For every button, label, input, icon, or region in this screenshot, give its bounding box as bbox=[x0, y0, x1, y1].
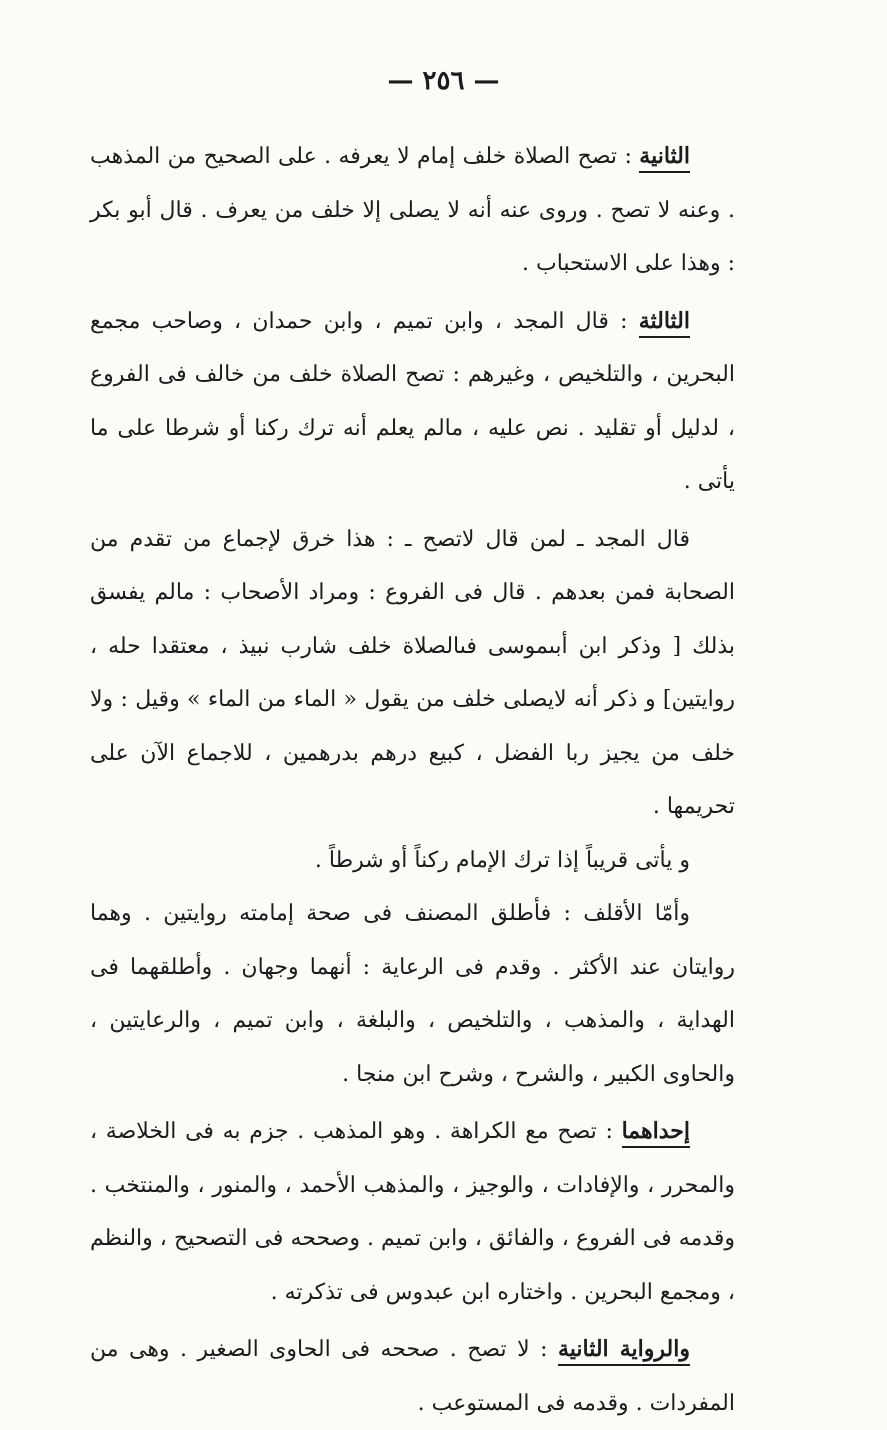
paragraph-first-narration bbox=[90, 1105, 735, 1319]
paragraph-lead: الثانية bbox=[639, 143, 690, 173]
paragraph-text: : قال المجد ، وابن تميم ، وابن حمدان ، وصاحب مجمع البحرين ، والتلخيص ، وغيرهم : تصح الصلاة خلف من خالف فى الفروع ، لدليل أو تقليد . نص عليه ، مالم يعلم أنه ترك ركنا أو شرطا على ما يأتى . bbox=[90, 308, 735, 494]
paragraph-text: : تصح مع الكراهة . وهو المذهب . جزم به فى الخلاصة ، والمحرر ، والإفادات ، والوجيز ، والمذهب الأحمد ، والمنور ، والمنتخب . وقدمه فى الفروع ، والفائق ، وابن تميم . وصححه فى التصحيح ، والنظم ، ومجمع البحرين . واختاره ابن عبدوس فى تذكرته . bbox=[90, 1119, 735, 1305]
paragraph-second-narration bbox=[90, 1323, 735, 1430]
paragraph-text: وأمّا الأقلف : فأطلق المصنف فى صحة إمامته روايتين . وهما روايتان عند الأكثر . وقدم فى الرعاية : أنهما وجهان . وأطلقهما فى الهداية ، والمذهب ، والتلخيص ، والبلغة ، وابن تميم ، والرعايتين ، والحاوى الكبير ، والشرح ، وشرح ابن منجا . bbox=[90, 901, 735, 1087]
paragraph-coming-soon bbox=[90, 834, 735, 888]
paragraph-text: قال المجد ـ لمن قال لاتصح ـ : هذا خرق لإجماع من تقدم من الصحابة فمن بعدهم . قال فى الفروع : ومراد الأصحاب : مالم يفسق بذلك [ وذكر ابن أبىموسى فىالصلاة خلف شارب نبيذ ، معتقدا حله ، روايتين] و ذكر أنه لايصلى خلف من يقول « الماء من الماء » وقيل : ولا خلف من يجيز ربا الفضل ، كبيع درهم بدرهمين ، للاجماع الآن على تحريمها . bbox=[90, 526, 735, 819]
page-body bbox=[90, 130, 735, 1430]
paragraph-majd-quote bbox=[90, 513, 735, 834]
paragraph-text: : تصح الصلاة خلف إمام لا يعرفه . على الصحيح من المذهب . وعنه لا تصح . وروى عنه أنه لا يصلى إلا خلف من يعرف . قال أبو بكر : وهذا على الاستحباب . bbox=[90, 144, 735, 276]
paragraph-second-issue bbox=[90, 130, 735, 291]
paragraph-lead: إحداهما bbox=[622, 1118, 690, 1148]
page-number: — ٢٥٦ — bbox=[387, 66, 500, 96]
paragraph-text: : لا تصح . صححه فى الحاوى الصغير . وهى من المفردات . وقدمه فى المستوعب . bbox=[90, 1337, 735, 1416]
paragraph-third-issue bbox=[90, 295, 735, 509]
paragraph-lead: والرواية الثانية bbox=[558, 1336, 690, 1366]
paragraph-lead: الثالثة bbox=[639, 308, 690, 338]
paragraph-uncircumcised bbox=[90, 887, 735, 1101]
paragraph-text: و يأتى قريباً إذا ترك الإمام ركناً أو شرطاً . bbox=[314, 847, 690, 873]
